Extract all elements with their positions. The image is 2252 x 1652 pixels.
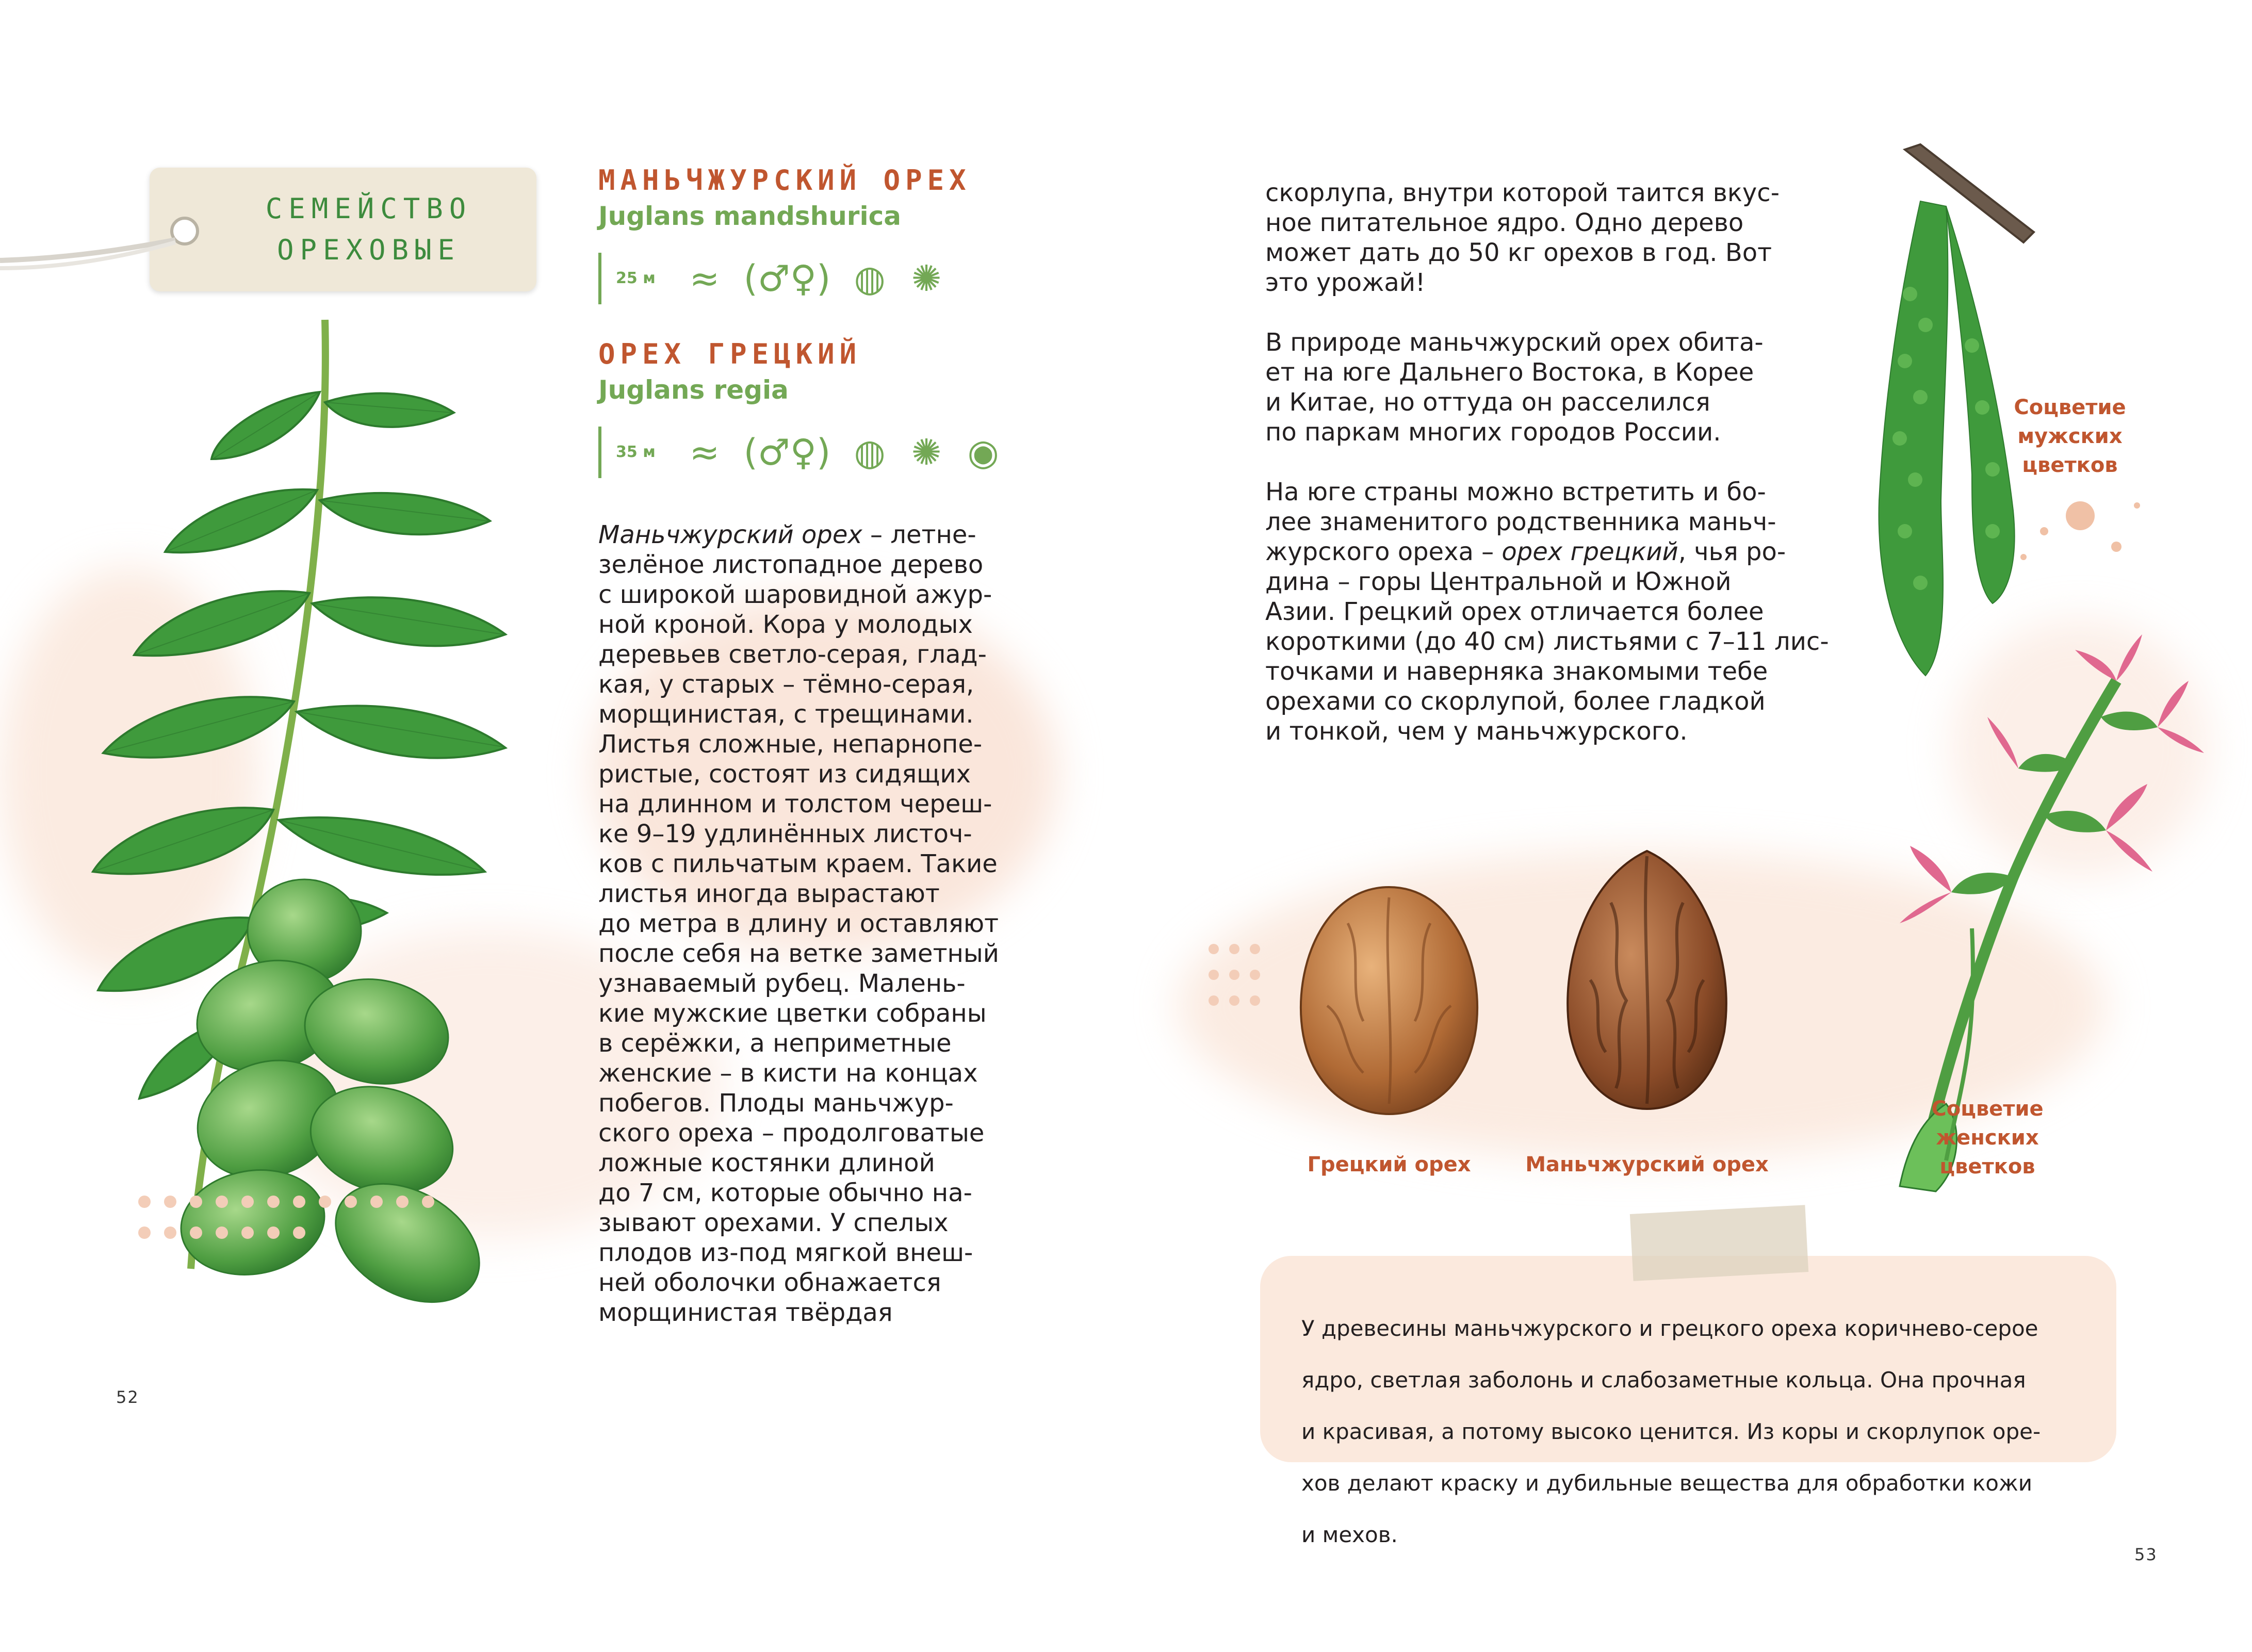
right-body-line: скорлупа, внутри которой таится вкус- xyxy=(1265,178,1780,207)
right-body-line: может дать до 50 кг орехов в год. Вот xyxy=(1265,238,1772,267)
right-body-line: и тонкой, чем у маньчжурского. xyxy=(1265,717,1688,746)
note-line: и красивая, а потому высоко ценится. Из коры и скорлупок оре- xyxy=(1301,1419,2041,1444)
left-body-line: до метра в длину и оставляют xyxy=(598,909,999,938)
note-line: хов делают краску и дубильные вещества для обработки кожи xyxy=(1301,1470,2033,1496)
tag-string xyxy=(0,217,181,279)
left-body-line: ной кроной. Кора у молодых xyxy=(598,610,973,639)
species-icons-manchurian xyxy=(598,250,947,307)
left-body-line: плодов из-под мягкой внеш- xyxy=(598,1238,973,1267)
right-body-line: орехами со скорлупой, более гладкой xyxy=(1265,687,1766,716)
left-body-line: морщинистая, с трещинами. xyxy=(598,700,974,729)
manchurian-nut-illustration xyxy=(1549,846,1745,1114)
left-body-line: ней оболочки обнажается xyxy=(598,1268,941,1297)
caption-walnut: Грецкий орех xyxy=(1307,1153,1471,1176)
decorative-dots xyxy=(1203,939,1317,1042)
right-body-line: журского ореха – орех грецкий, чья ро- xyxy=(1265,537,1786,566)
species-title-manchurian: МАНЬЧЖУРСКИЙ ОРЕХ xyxy=(598,164,971,197)
left-body-line: на длинном и толстом череш- xyxy=(598,790,992,819)
decorative-splatter xyxy=(2003,485,2158,588)
right-body-line: по паркам многих городов России. xyxy=(1265,418,1721,447)
right-body-line: это урожай! xyxy=(1265,268,1426,297)
species-latin-manchurian: Juglans mandshurica xyxy=(598,201,901,231)
left-body-line: листья иногда вырастают xyxy=(598,879,940,908)
tree-height-icon: 25 м xyxy=(598,253,668,304)
right-page xyxy=(1126,0,2252,1652)
wind-pollinated-icon: ≈ xyxy=(689,257,720,300)
right-body-line: В природе маньчжурский орех обита- xyxy=(1265,328,1764,357)
right-body-line: точками и наверняка знакомыми тебе xyxy=(1265,657,1768,686)
tape-decoration xyxy=(1630,1205,1808,1281)
family-tag-label: СЕМЕЙСТВО ОРЕХОВЫЕ xyxy=(265,192,472,266)
caption-female-flowers: Соцветие женских цветков xyxy=(1931,1097,2044,1179)
caption-male-flowers: Соцветие мужских цветков xyxy=(2014,396,2126,477)
left-body-line: после себя на ветке заметный xyxy=(598,939,999,968)
left-body-line: узнаваемый рубец. Малень- xyxy=(598,969,966,998)
species-icons-walnut xyxy=(598,424,1004,481)
page-number-left: 52 xyxy=(116,1387,139,1407)
right-body-text xyxy=(1265,178,1858,746)
species-latin-walnut: Juglans regia xyxy=(598,375,789,405)
globe-icon: ◉ xyxy=(967,431,999,473)
caption-manchurian-nut: Маньчжурский орех xyxy=(1525,1153,1769,1176)
right-body-line: короткими (до 40 см) листьями с 7–11 лис- xyxy=(1265,627,1829,656)
left-body-line: морщинистая твёрдая xyxy=(598,1298,893,1327)
manchurian-walnut-leaf-illustration xyxy=(83,315,567,1336)
right-body-line: ное питательное ядро. Одно дерево xyxy=(1265,208,1744,237)
note-line: У древесины маньчжурского и грецкого ореха коричнево-серое xyxy=(1301,1316,2038,1341)
honey-plant-icon: ✺ xyxy=(911,431,942,473)
left-body-line: кая, у старых – тёмно-серая, xyxy=(598,670,974,699)
left-body-line: ложные костянки длиной xyxy=(598,1149,935,1177)
right-body-line: дина – горы Центральной и Южной xyxy=(1265,567,1732,596)
left-body-line: Листья сложные, непарнопе- xyxy=(598,730,983,759)
note-line: и мехов. xyxy=(1301,1522,1398,1547)
left-body-line: побегов. Плоды маньчжур- xyxy=(598,1089,954,1118)
right-body-line xyxy=(1265,447,1858,477)
right-body-line: ет на юге Дальнего Востока, в Корее xyxy=(1265,358,1754,387)
right-body-line xyxy=(1265,298,1858,328)
left-body-line: с широкой шаровидной ажур- xyxy=(598,580,992,609)
left-body-line: Маньчжурский орех – летне- xyxy=(598,520,976,549)
right-body-line: лее знаменитого родственника маньч- xyxy=(1265,508,1776,536)
family-tag xyxy=(150,168,536,291)
monoecious-icon: (♂♀) xyxy=(743,257,831,300)
note-line: ядро, светлая заболонь и слабозаметные кольца. Она прочная xyxy=(1301,1367,2026,1393)
tree-height-icon: 35 м xyxy=(598,427,668,478)
left-body-line: ке 9–19 удлинённых листоч- xyxy=(598,820,972,848)
left-body-text xyxy=(598,520,1042,1328)
left-body-line: кие мужские цветки собраны xyxy=(598,999,987,1028)
left-body-line: женские – в кисти на концах xyxy=(598,1059,978,1088)
left-body-line: ского ореха – продолговатые xyxy=(598,1119,985,1148)
left-body-line: ристые, состоят из сидящих xyxy=(598,760,971,789)
left-body-line: в серёжки, а неприметные xyxy=(598,1029,952,1058)
note-text xyxy=(1301,1292,2106,1572)
edible-fruit-icon: ◍ xyxy=(854,257,886,300)
decorative-dots xyxy=(134,1186,598,1289)
left-body-line: деревьев светло-серая, глад- xyxy=(598,640,987,669)
left-body-line: зывают орехами. У спелых xyxy=(598,1208,949,1237)
left-body-line: зелёное листопадное дерево xyxy=(598,550,984,579)
left-body-line: до 7 см, которые обычно на- xyxy=(598,1179,972,1207)
right-body-line: и Китае, но оттуда он расселился xyxy=(1265,388,1710,417)
wind-pollinated-icon: ≈ xyxy=(689,431,720,473)
edible-fruit-icon: ◍ xyxy=(854,431,886,473)
right-body-line: Азии. Грецкий орех отличается более xyxy=(1265,597,1764,626)
monoecious-icon: (♂♀) xyxy=(743,431,831,473)
right-body-line: На юге страны можно встретить и бо- xyxy=(1265,478,1766,506)
honey-plant-icon: ✺ xyxy=(911,257,942,300)
walnut-illustration xyxy=(1286,877,1492,1124)
species-title-walnut: ОРЕХ ГРЕЦКИЙ xyxy=(598,338,862,370)
page-number-right: 53 xyxy=(2134,1545,2158,1564)
left-body-line: ков с пильчатым краем. Такие xyxy=(598,849,998,878)
